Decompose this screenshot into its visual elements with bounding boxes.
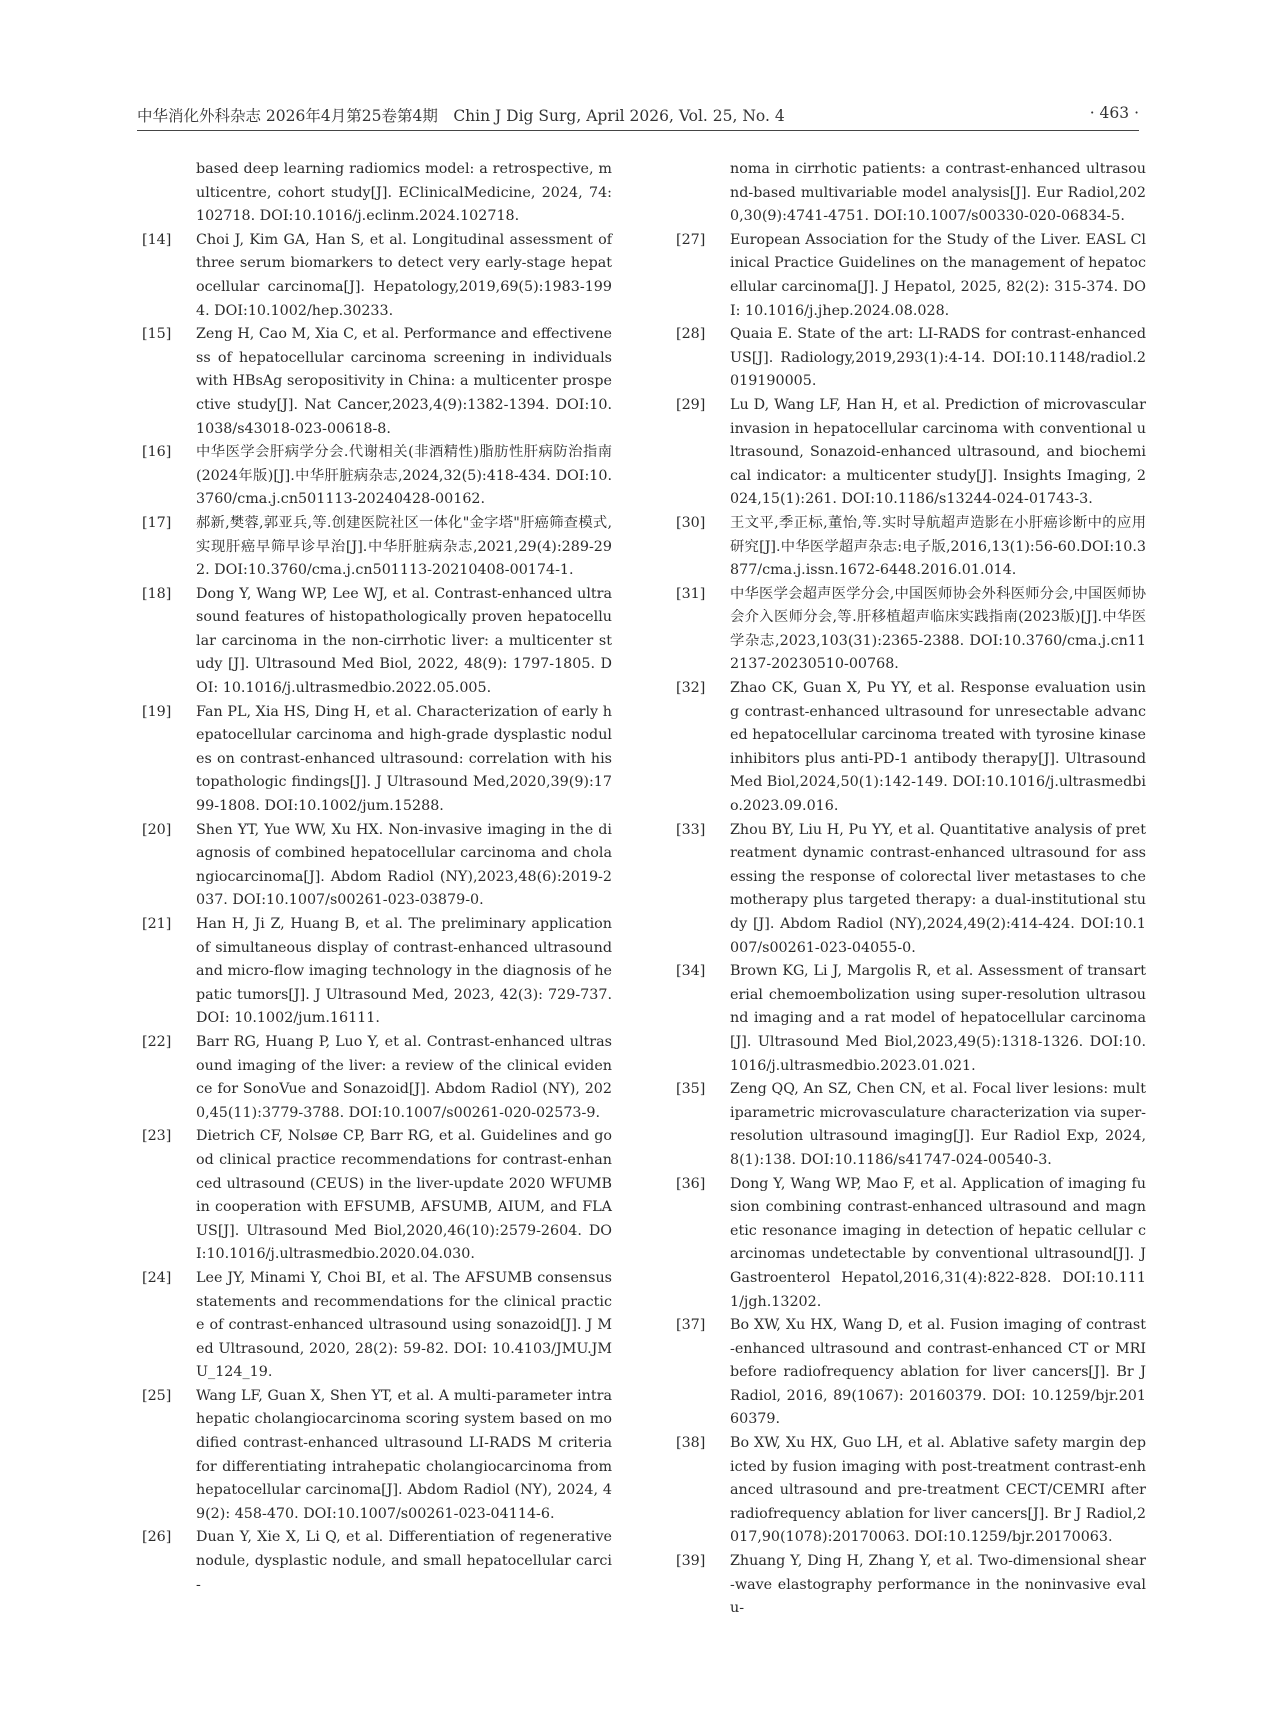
reference-entry xyxy=(142,1031,612,1125)
reference-number: [14] xyxy=(142,231,172,248)
reference-text: Lee JY, Minami Y, Choi BI, et al. The AFSUMB consensus statements and recommendations for the clinical practice of contrast-enhanced ultrasound using sonazoid[J]. J Med Ultrasound, 2020, 28(2): 59-82. DOI: 10.4103/JMU.JMU_124_19. xyxy=(196,1269,612,1381)
reference-text: Bo XW, Xu HX, Wang D, et al. Fusion imaging of contrast-enhanced ultrasound and contrast-enhanced CT or MRI before radiofrequency ablation for liver cancers[J]. Br J Radiol, 2016, 89(1067): 20160379. DOI: 10.1259/bjr.20160379. xyxy=(730,1317,1146,1428)
reference-entry xyxy=(676,1432,1146,1550)
reference-text: Brown KG, Li J, Margolis R, et al. Assessment of transarterial chemoembolization using super-resolution ultrasound imaging and a rat model of hepatocellular carcinoma[J]. Ultrasound Med Biol,2023,49(5):1318-1326. DOI:10.1016/j.ultrasmedbio.2023.01.021. xyxy=(730,963,1146,1074)
reference-number: [25] xyxy=(142,1387,172,1404)
reference-entry xyxy=(676,583,1146,677)
reference-entry xyxy=(142,701,612,819)
reference-number: [27] xyxy=(676,231,706,248)
reference-entry xyxy=(142,323,612,441)
reference-entry xyxy=(676,1550,1146,1621)
reference-continuation: based deep learning radiomics model: a retrospective, multicentre, cohort study[J]. EClinicalMedicine, 2024, 74: 102718. DOI:10.1016/j.eclinm.2024.102718. xyxy=(196,161,612,225)
reference-text: Quaia E. State of the art: LI-RADS for contrast-enhanced US[J]. Radiology,2019,293(1):4-14. DOI:10.1148/radiol.2019190005. xyxy=(730,326,1146,390)
reference-number: [32] xyxy=(676,680,706,697)
reference-entry xyxy=(142,1267,612,1385)
reference-entry xyxy=(142,441,612,512)
reference-entry xyxy=(142,512,612,583)
reference-number: [31] xyxy=(676,585,706,602)
running-header xyxy=(137,100,1139,131)
reference-entry xyxy=(676,394,1146,512)
reference-entry xyxy=(676,512,1146,583)
reference-entry xyxy=(676,960,1146,1078)
reference-text: 中华医学会肝病学分会.代谢相关(非酒精性)脂肪性肝病防治指南(2024年版)[J].中华肝脏病杂志,2024,32(5):418-434. DOI:10.3760/cma.j.cn501113-20240428-00162. xyxy=(196,444,612,508)
reference-text: Wang LF, Guan X, Shen YT, et al. A multi-parameter intrahepatic cholangiocarcinoma scoring system based on modified contrast-enhanced ultrasound LI-RADS M criteria for differentiating intrahepatic cholangiocarcinoma from hepatocellular carcinoma[J]. Abdom Radiol (NY), 2024, 49(2): 458-470. DOI:10.1007/s00261-023-04114-6. xyxy=(196,1387,612,1522)
reference-entry xyxy=(676,677,1146,819)
reference-text: Dong Y, Wang WP, Lee WJ, et al. Contrast-enhanced ultrasound features of histopathologically proven hepatocellular carcinoma in the non-cirrhotic liver: a multicenter study [J]. Ultrasound Med Biol, 2022, 48(9): 1797-1805. DOI: 10.1016/j.ultrasmedbio.2022.05.005. xyxy=(196,585,612,697)
reference-number: [39] xyxy=(676,1553,706,1570)
reference-number: [17] xyxy=(142,514,172,531)
reference-entry xyxy=(676,1173,1146,1315)
reference-entry xyxy=(676,1078,1146,1172)
reference-text: Zeng QQ, An SZ, Chen CN, et al. Focal liver lesions: multiparametric microvasculature characterization via super-resolution ultrasound imaging[J]. Eur Radiol Exp, 2024, 8(1):138. DOI:10.1186/s41747-024-00540-3. xyxy=(730,1081,1146,1168)
reference-number: [37] xyxy=(676,1317,706,1334)
reference-text: Zhuang Y, Ding H, Zhang Y, et al. Two-dimensional shear-wave elastography performance in the noninvasive evalu- xyxy=(730,1553,1146,1617)
reference-number: [35] xyxy=(676,1081,706,1098)
reference-text: Zeng H, Cao M, Xia C, et al. Performance and effectiveness of hepatocellular carcinoma screening in individuals with HBsAg seropositivity in China: a multicenter prospective study[J]. Nat Cancer,2023,4(9):1382-1394. DOI:10.1038/s43018-023-00618-8. xyxy=(196,326,612,437)
reference-number: [21] xyxy=(142,916,172,932)
reference-entry xyxy=(142,1125,612,1267)
reference-number: [20] xyxy=(142,821,172,838)
reference-number: [23] xyxy=(142,1128,172,1145)
reference-list xyxy=(142,229,612,1597)
reference-number: [33] xyxy=(676,821,706,838)
reference-text: Zhou BY, Liu H, Pu YY, et al. Quantitative analysis of pretreatment dynamic contrast-enhanced ultrasound for assessing the response of colorectal liver metastases to chemotherapy plus targeted therapy: a dual-institutional study [J]. Abdom Radiol (NY),2024,49(2):414-424. DOI:10.1007/s00261-023-04055-0. xyxy=(730,821,1146,956)
reference-number: [26] xyxy=(142,1529,172,1546)
reference-entry xyxy=(142,1385,612,1527)
reference-text: Lu D, Wang LF, Han H, et al. Prediction of microvascular invasion in hepatocellular carcinoma with conventional ultrasound, Sonazoid-enhanced ultrasound, and biochemical indicator: a multicenter study[J]. Insights Imaging, 2024,15(1):261. DOI:10.1186/s13244-024-01743-3. xyxy=(730,396,1146,508)
reference-number: [28] xyxy=(676,326,706,343)
reference-text: Shen YT, Yue WW, Xu HX. Non-invasive imaging in the diagnosis of combined hepatocellular carcinoma and cholangiocarcinoma[J]. Abdom Radiol (NY),2023,48(6):2019-2037. DOI:10.1007/s00261-023-03879-0. xyxy=(196,821,612,909)
reference-number: [36] xyxy=(676,1175,706,1192)
reference-text: 中华医学会超声医学分会,中国医师协会外科医师分会,中国医师协会介入医师分会,等.肝移植超声临床实践指南(2023版)[J].中华医学杂志,2023,103(31):2365-2388. DOI:10.3760/cma.j.cn112137-20230510-00768. xyxy=(730,585,1146,673)
reference-number: [29] xyxy=(676,396,706,413)
left-column xyxy=(142,158,612,1597)
reference-list xyxy=(676,229,1146,1621)
reference-text: Barr RG, Huang P, Luo Y, et al. Contrast-enhanced ultrasound imaging of the liver: a review of the clinical evidence for SonoVue and Sonazoid[J]. Abdom Radiol (NY), 2020,45(11):3779-3788. DOI:10.1007/s00261-020-02573-9. xyxy=(196,1033,612,1121)
reference-number: [19] xyxy=(142,703,172,720)
reference-text: Han H, Ji Z, Huang B, et al. The preliminary application of simultaneous display of contrast-enhanced ultrasound and micro-flow imaging technology in the diagnosis of hepatic tumors[J]. J Ultrasound Med, 2023, 42(3): 729-737. DOI: 10.1002/jum.16111. xyxy=(196,916,612,1027)
reference-entry xyxy=(676,819,1146,961)
reference-number: [22] xyxy=(142,1033,172,1050)
reference-text: Dong Y, Wang WP, Mao F, et al. Application of imaging fusion combining contrast-enhanced ultrasound and magnetic resonance imaging in detection of hepatic cellular carcinomas undetectable by conventional ultrasound[J]. J Gastroenterol Hepatol,2016,31(4):822-828. DOI:10.1111/jgh.13202. xyxy=(730,1175,1146,1310)
reference-number: [34] xyxy=(676,963,706,980)
reference-entry xyxy=(676,1314,1146,1432)
reference-number: [16] xyxy=(142,444,172,461)
reference-text: 郝新,樊蓉,郭亚兵,等.创建医院社区一体化"金字塔"肝癌筛查模式,实现肝癌早筛早诊早治[J].中华肝脏病杂志,2021,29(4):289-292. DOI:10.3760/cma.j.cn501113-20210408-00174-1. xyxy=(196,514,612,579)
reference-text: European Association for the Study of the Liver. EASL Clinical Practice Guidelines on the management of hepatocellular carcinoma[J]. J Hepatol, 2025, 82(2): 315-374. DOI: 10.1016/j.jhep.2024.08.028. xyxy=(730,231,1146,319)
reference-number: [24] xyxy=(142,1269,172,1286)
reference-text: Duan Y, Xie X, Li Q, et al. Differentiation of regenerative nodule, dysplastic nodule, and small hepatocellular carci- xyxy=(196,1529,612,1593)
reference-text: Zhao CK, Guan X, Pu YY, et al. Response evaluation using contrast-enhanced ultrasound for unresectable advanced hepatocellular carcinoma treated with tyrosine kinase inhibitors plus anti-PD-1 antibody therapy[J]. Ultrasound Med Biol,2024,50(1):142-149. DOI:10.1016/j.ultrasmedbio.2023.09.016. xyxy=(730,680,1146,815)
reference-text: Bo XW, Xu HX, Guo LH, et al. Ablative safety margin depicted by fusion imaging with post-treatment contrast-enhanced ultrasound and pre-treatment CECT/CEMRI after radiofrequency ablation for liver cancers[J]. Br J Radiol,2017,90(1078):20170063. DOI:10.1259/bjr.20170063. xyxy=(730,1435,1146,1546)
page-number: · 463 · xyxy=(1089,104,1139,122)
reference-entry xyxy=(142,913,612,1031)
reference-entry xyxy=(676,229,1146,323)
reference-number: [15] xyxy=(142,326,172,343)
reference-continuation: noma in cirrhotic patients: a contrast-enhanced ultrasound-based multivariable model analysis[J]. Eur Radiol,2020,30(9):4741-4751. DOI:10.1007/s00330-020-06834-5. xyxy=(730,161,1146,225)
reference-text: Dietrich CF, Nolsøe CP, Barr RG, et al. Guidelines and good clinical practice recommendations for contrast-enhanced ultrasound (CEUS) in the liver-update 2020 WFUMB in cooperation with EFSUMB, AFSUMB, AIUM, and FLAUS[J]. Ultrasound Med Biol,2020,46(10):2579-2604. DOI:10.1016/j.ultrasmedbio.2020.04.030. xyxy=(196,1128,612,1263)
reference-text: Fan PL, Xia HS, Ding H, et al. Characterization of early hepatocellular carcinoma and high-grade dysplastic nodules on contrast-enhanced ultrasound: correlation with histopathologic findings[J]. J Ultrasound Med,2020,39(9):1799-1808. DOI:10.1002/jum.15288. xyxy=(196,703,612,815)
reference-text: 王文平,季正标,董怡,等.实时导航超声造影在小肝癌诊断中的应用研究[J].中华医学超声杂志:电子版,2016,13(1):56-60.DOI:10.3877/cma.j.issn.1672-6448.2016.01.014. xyxy=(730,514,1146,579)
reference-number: [38] xyxy=(676,1435,706,1452)
journal-citation: 中华消化外科杂志 2026年4月第25卷第4期 Chin J Dig Surg, April 2026, Vol. 25, No. 4 xyxy=(137,107,785,125)
reference-number: [30] xyxy=(676,514,706,531)
right-column xyxy=(676,158,1146,1621)
reference-text: Choi J, Kim GA, Han S, et al. Longitudinal assessment of three serum biomarkers to detect very early-stage hepatocellular carcinoma[J]. Hepatology,2019,69(5):1983-1994. DOI:10.1002/hep.30233. xyxy=(196,231,612,319)
reference-entry xyxy=(142,583,612,701)
reference-number: [18] xyxy=(142,585,172,602)
reference-entry xyxy=(142,819,612,913)
reference-entry xyxy=(142,229,612,323)
reference-entry xyxy=(676,323,1146,394)
reference-entry xyxy=(142,1526,612,1597)
